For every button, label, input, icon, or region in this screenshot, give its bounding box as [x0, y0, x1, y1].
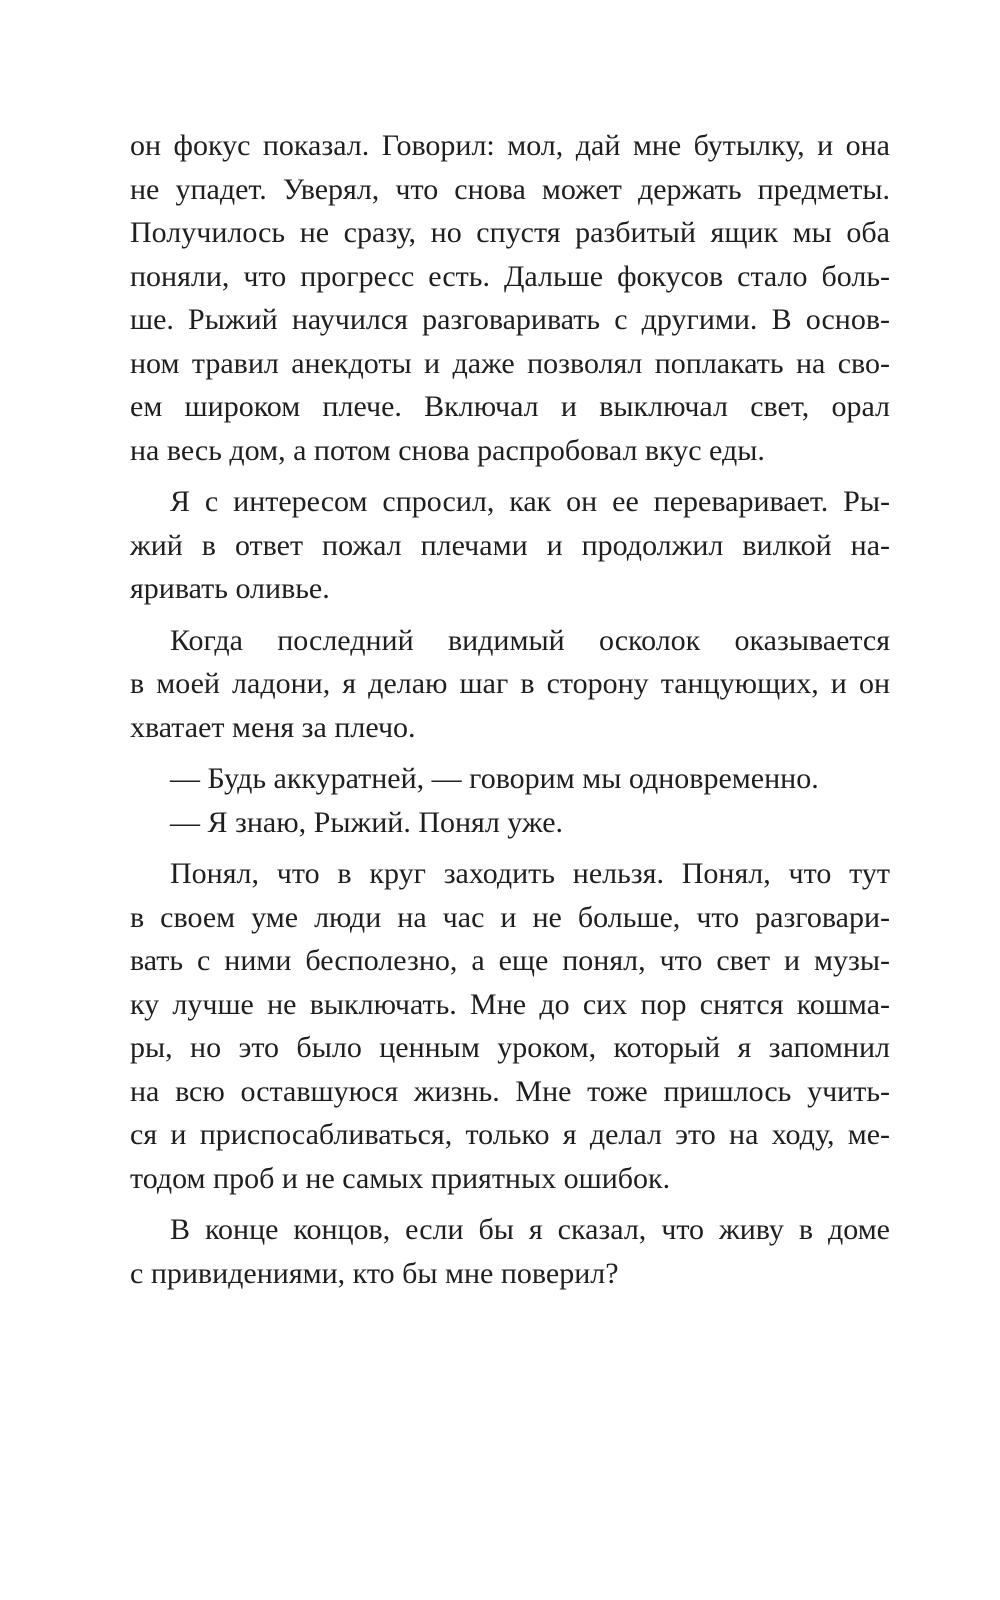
text-line: тодом проб и не самых приятных ошибок. [130, 1161, 671, 1195]
text-line: жий в ответ пожал плечами и продолжил вилкой на- [130, 528, 890, 562]
text-line: ся и приспосабливаться, только я делал это на ходу, ме- [130, 1118, 890, 1151]
text-line: с привидениями, кто бы мне поверил? [130, 1256, 619, 1290]
paragraph-1 [130, 124, 890, 472]
text-line: В конце концов, если бы я сказал, что живу в доме [170, 1213, 890, 1246]
text-line: в своем уме люди на час и не больше, что разговари- [130, 900, 890, 934]
text-line: на всю оставшуюся жизнь. Мне тоже пришлось учить- [130, 1074, 890, 1108]
dialogue-line-2 [130, 801, 890, 845]
text-line: поняли, что прогресс есть. Дальше фокусов стало боль- [130, 259, 890, 293]
text-line: на весь дом, а потом снова распробовал вкус еды. [130, 433, 765, 467]
text-line: Я с интересом спросил, как он ее переваривает. Ры- [170, 485, 890, 518]
text-line: ном травил анекдоты и даже позволял поплакать на сво- [130, 346, 890, 380]
text-line: Получилось не сразу, но спустя разбитый ящик мы оба [130, 216, 890, 249]
page-text [130, 124, 890, 1295]
paragraph-3 [130, 619, 890, 750]
paragraph-6 [130, 852, 890, 1200]
text-line: не упадет. Уверял, что снова может держать предметы. [130, 172, 890, 206]
text-line: хватает меня за плечо. [130, 710, 416, 744]
text-line: ем широком плече. Включал и выключал свет, орал [130, 390, 890, 423]
text-line: яривать оливье. [130, 572, 330, 605]
text-line: Понял, что в круг заходить нельзя. Понял, что тут [170, 857, 890, 890]
dialogue-line-1 [130, 757, 890, 801]
text-line: вать с ними бесполезно, а еще понял, что свет и музы- [130, 944, 890, 977]
text-line: в моей ладони, я делаю шаг в сторону танцующих, и он [130, 667, 890, 700]
text-line: ше. Рыжий научился разговаривать с другими. В основ- [130, 303, 890, 336]
text-line: — Я знаю, Рыжий. Понял уже. [170, 805, 564, 839]
text-line: он фокус показал. Говорил: мол, дай мне бутылку, и она [130, 129, 890, 162]
text-line: — Будь аккуратней, — говорим мы одновременно. [170, 762, 819, 795]
paragraph-7 [130, 1208, 890, 1295]
text-line: ры, но это было ценным уроком, который я запомнил [130, 1031, 890, 1064]
text-line: Когда последний видимый осколок оказывается [170, 623, 890, 657]
paragraph-2 [130, 480, 890, 611]
text-line: ку лучше не выключать. Мне до сих пор снятся кошма- [130, 987, 890, 1021]
